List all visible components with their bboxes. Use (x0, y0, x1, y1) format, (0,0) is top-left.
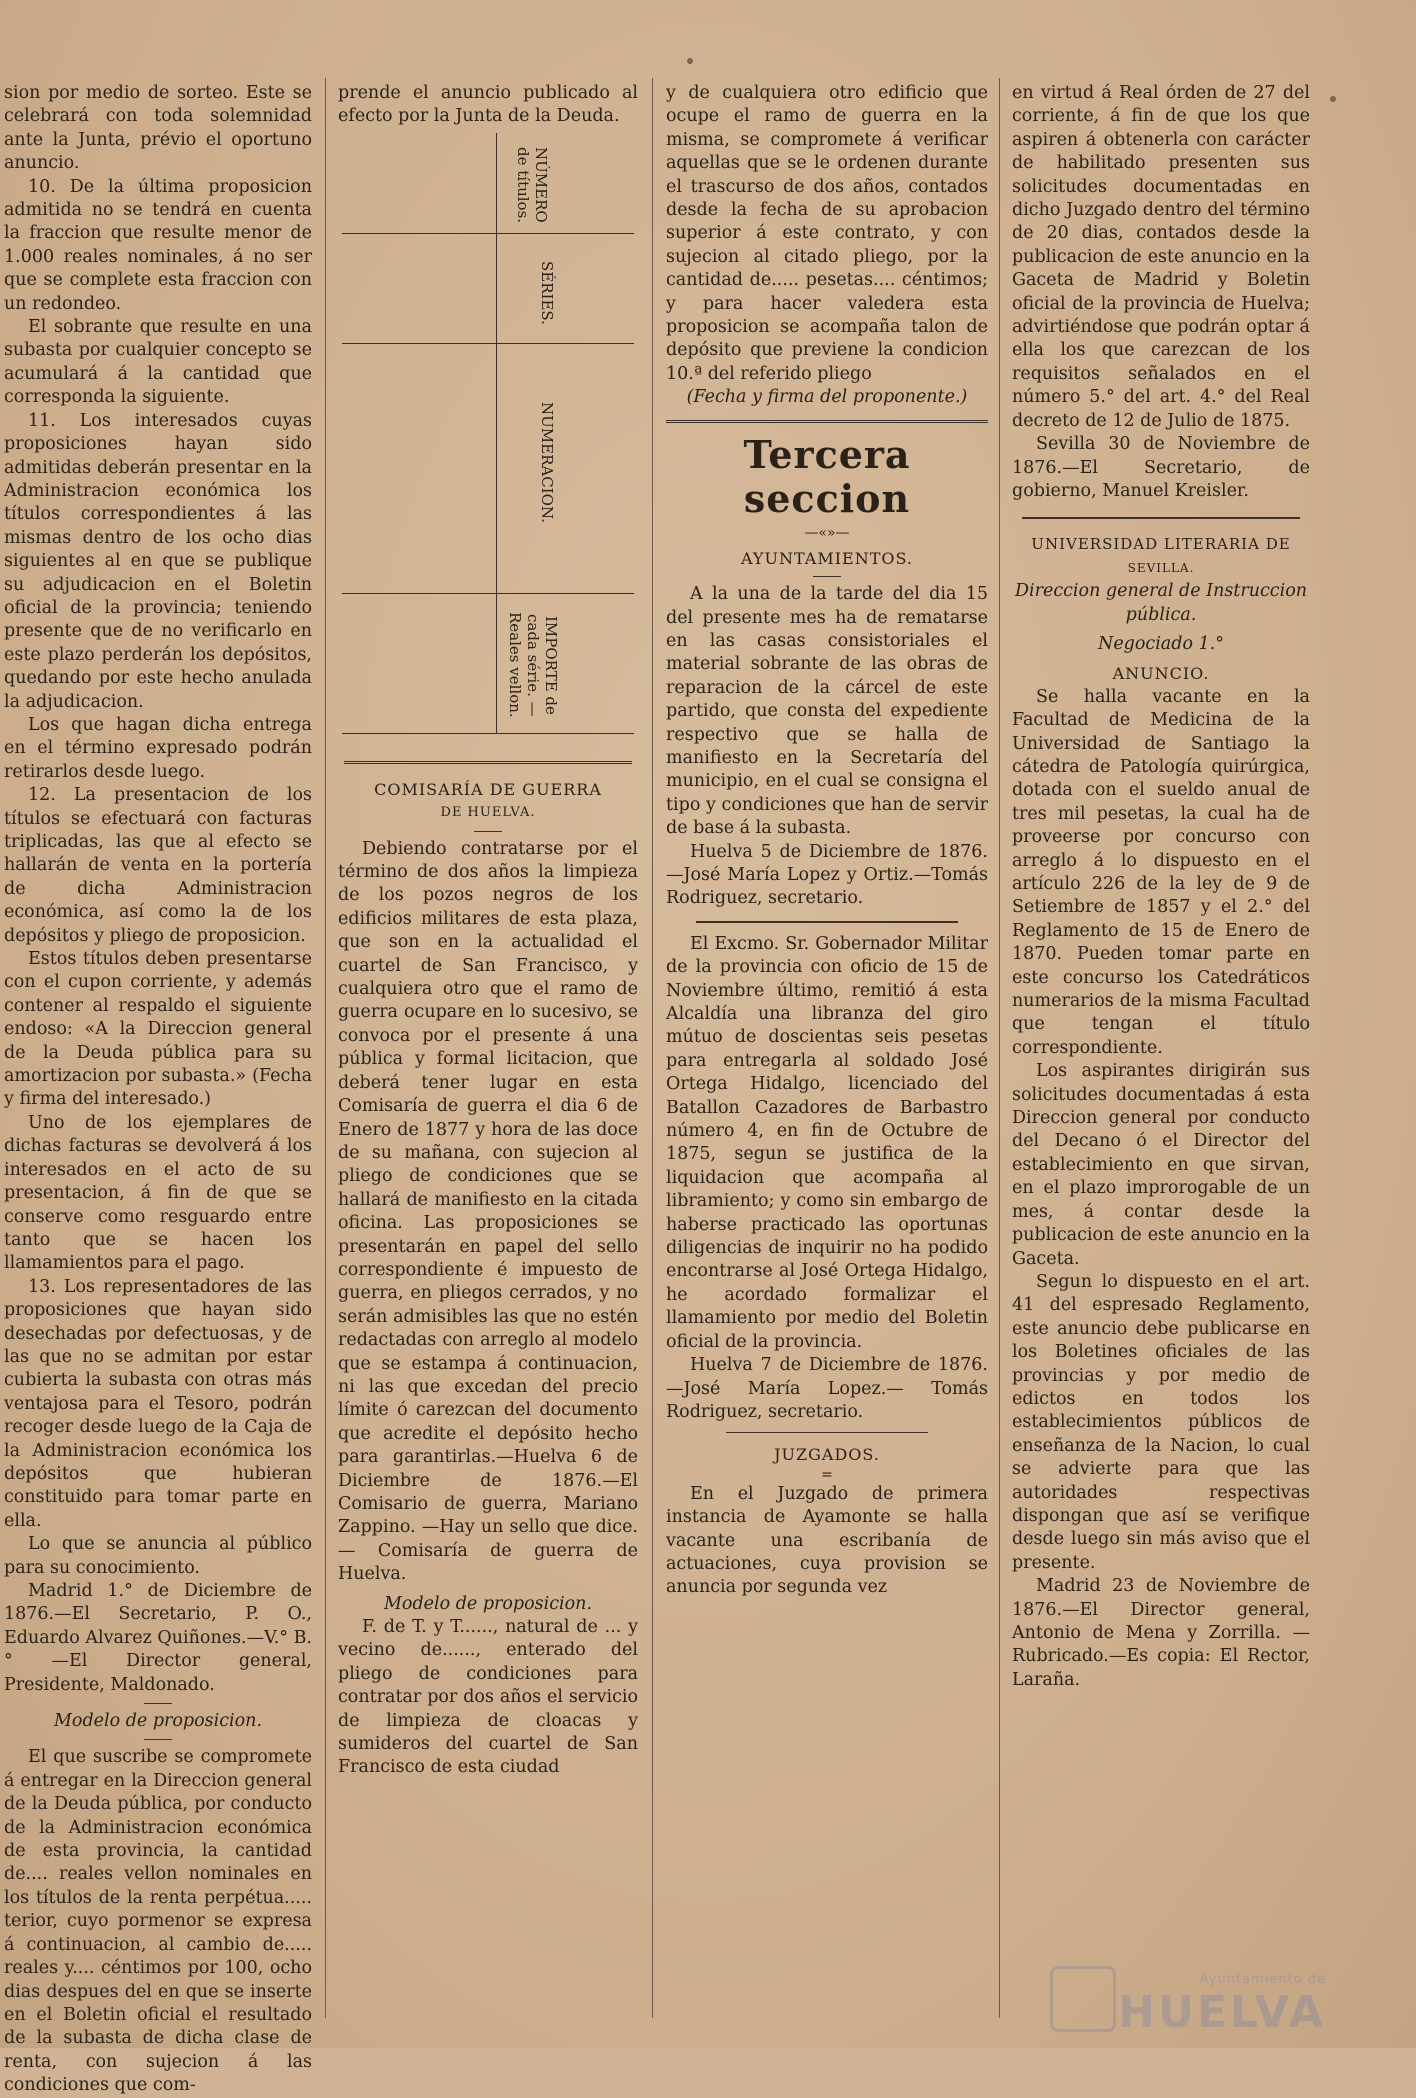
divider (474, 831, 502, 832)
ornament: = (821, 1466, 833, 1483)
column-rule (325, 78, 326, 2018)
paragraph: A la una de la tarde del dia 15 del presente mes ha de rematarse en las casas consistoriales el material sobrante de las obras de reparacion de la cárcel de este partido, que consta del expediente respectivo que se halla de manifiesto en la Secretaría del municipio, en el cual se consigna el tipo y condiciones que han de servir de base á la subasta. (666, 584, 988, 839)
institution-subheading: SEVILLA. (1127, 560, 1195, 575)
column-3 (666, 82, 988, 1600)
divider (144, 1703, 172, 1704)
table-header-numeracion: NUMERACION. (538, 402, 556, 524)
section-heading: JUZGADOS. (774, 1445, 880, 1465)
section-title: Tercera seccion (743, 431, 911, 521)
institution-heading: UNIVERSIDAD LITERARIA DE (1031, 535, 1291, 554)
paragraph: Segun lo dispuesto en el art. 41 del espresado Reglamento, este anuncio debe publicarse en los Boletines oficiales de las provincias y por medio de edictos en todos los establecimientos públicos de enseñanza de la Nacion, lo cual se advierte para que las autoridades respectivas dispongan que así se verifique desde luego sin más aviso que el presente. (1012, 1271, 1310, 1573)
signature-block: Huelva 7 de Diciembre de 1876.—José María Lopez.— Tomás Rodriguez, secretario. (666, 1355, 988, 1422)
paragraph: 10. De la última proposicion admitida no se tendrá en cuenta la fraccion que resulte menor de 1.000 reales nominales, á no ser que se complete esta fraccion con un redondeo. (4, 176, 312, 314)
paragraph: Los aspirantes dirigirán sus solicitudes documentadas á esta Direccion general por conducto del Decano ó el Director del establecimiento en que sirvan, en el plazo improrogable de un mes, á contar desde la publicacion de este anuncio en la Gaceta. (1012, 1061, 1310, 1269)
paragraph: 11. Los interesados cuyas proposiciones hayan sido admitidas deberán presentar en la Administracion económica los títulos correspondientes á las mismas dentro de los ocho dias siguientes al en que se publique su adjudicacion en el Boletin oficial de la provincia; teniendo presente que de no verificarlo en este plazo perderán los depósitos, quedando por este hecho anulada la adjudicacion. (4, 410, 312, 712)
watermark-line: Ayuntamiento de (1199, 1972, 1326, 1987)
paragraph: en virtud á Real órden de 27 del corriente, á fin de que los que aspiren á obtenerla con carácter de habilitado presenten sus solicitudes documentadas en dicho Juzgado dentro del término de 20 dias, contados desde la publicacion de este anuncio en la Gaceta de Madrid y Boletin oficial de la provincia de Huelva; advirtiéndose que podrán optar á ella los que carezcan de los requisitos señalados en el número 5.° del art. 4.° del Real decreto de 12 de Julio de 1875. (1012, 83, 1310, 431)
section-heading: AYUNTAMIENTOS. (741, 548, 913, 568)
table-row-line (342, 593, 634, 594)
paragraph: El sobrante que resulte en una subasta por cualquier concepto se acumulará á la cantidad que corresponda la siguiente. (4, 317, 312, 408)
negociado-label: Negociado 1.° (1098, 633, 1224, 654)
table-row-line (342, 733, 634, 734)
paragraph: sion por medio de sorteo. Este se celebrará con toda solemnidad ante la Junta, prévio el oportuno anuncio. (4, 83, 312, 174)
paragraph: En el Juzgado de primera instancia de Ayamonte se halla vacante una escribanía de actuaciones, cuya provision se anuncia por segunda vez (666, 1483, 988, 1598)
section-heading: COMISARÍA DE GUERRA (374, 779, 602, 799)
ornament: —«»— (804, 524, 850, 541)
column-2 (338, 82, 638, 1780)
signature-block: Madrid 1.° de Diciembre de 1876.—El Secretario, P. O., Eduardo Alvarez Quiñones.—V.° B.° —El Director general, Presidente, Maldonado. (4, 1581, 312, 1695)
signature-line: (Fecha y firma del proponente.) (686, 387, 968, 408)
divider (144, 1739, 172, 1740)
section-subheading: DE HUELVA. (440, 805, 536, 821)
divider (666, 420, 988, 423)
paragraph: Se halla vacante en la Facultad de Medicina de la Universidad de Santiago la cátedra de Patología quirúrgica, dotada con el sueldo anual de tres mil pesetas, la cual ha de proveerse por concurso con arreglo á lo dispuesto en el artículo 226 de la ley de 9 de Setiembre de 1857 y el 2.° del Reglamento de 15 de Enero de 1870. Pueden tomar parte en este concurso los Catedráticos numerarios de la misma Facultad que tengan el título correspondiente. (1012, 686, 1310, 1058)
paragraph: Lo que se anuncia al público para su conocimiento. (4, 1534, 312, 1578)
proposal-table (338, 133, 638, 753)
paragraph: 12. La presentacion de los títulos se efectuará con facturas triplicadas, las que al efecto se hallarán de venta en la portería de dicha Administracion económica, así como la de los depósitos y pliego de proposicion. (4, 785, 312, 946)
column-4 (1012, 82, 1310, 1692)
watermark-seal-icon (1050, 1966, 1116, 2032)
section-subtitle: Modelo de proposicion. (383, 1593, 593, 1614)
paragraph: Los que hagan dicha entrega en el término expresado podrán retirarlos desde luego. (4, 714, 312, 782)
paragraph: Uno de los ejemplares de dichas facturas se devolverá á los interesados en el acto de su presentacion, á fin de que se conserve como resguardo entre tanto que se hacen los llamamientos para el pago. (4, 1112, 312, 1274)
divider (726, 1432, 928, 1433)
table-column-line (496, 133, 497, 733)
paragraph: F. de T. y T......, natural de ... y vecino de......, enterado del pliego de condiciones para contratar por dos años el servicio de limpieza de cloacas y sumideros del cuartel de San Francisco de esta ciudad (338, 1617, 638, 1778)
signature-block: Madrid 23 de Noviembre de 1876.—El Director general, Antonio de Mena y Zorrilla. —Rubricado.—Es copia: El Rector, Laraña. (1012, 1576, 1310, 1690)
paragraph: y de cualquiera otro edificio que ocupe el ramo de guerra en la misma, se compromete á verificar aquellas que se le ordenen durante el trascurso de dos años, contados desde la fecha de su aprobacion superior á este contrato, y con sujecion al citado pliego, por la cantidad de..... pesetas.... céntimos; y para hacer valedera esta proposicion se acompaña talon de depósito que previene la condicion 10.ª del referido pliego (666, 83, 988, 384)
signature-block: Sevilla 30 de Noviembre de 1876.—El Secretario, de gobierno, Manuel Kreisler. (1012, 434, 1310, 501)
divider (696, 921, 958, 923)
paper-speck (1330, 96, 1336, 102)
table-header-importe: IMPORTE de cada série. — Reales vellon. (506, 612, 560, 719)
table-row-line (342, 343, 634, 344)
column-rule (652, 78, 653, 2018)
paragraph: 13. Los representadores de las proposiciones que hayan sido desechadas por defectuosas, y de las que no se admitan por estar cubierta la subasta con otras más ventajosa para el Tesoro, podrán recoger desde luego de la Caja de la Administracion económica los depósitos que hubieran constituido para tomar parte en ella. (4, 1276, 312, 1531)
paragraph: prende el anuncio publicado al efecto por la Junta de la Deuda. (338, 83, 638, 127)
column-1 (4, 82, 312, 2098)
divider (813, 576, 841, 577)
paragraph: Estos títulos deben presentarse con el cupon corriente, y además contener al respaldo el siguiente endoso: «A la Direccion general de la Deuda pública para su amortizacion por subasta.» (Fecha y firma del interesado.) (4, 949, 312, 1110)
column-rule (999, 78, 1000, 2018)
watermark (1118, 1972, 1326, 2038)
signature-block: Huelva 5 de Diciembre de 1876.—José María Lopez y Ortiz.—Tomás Rodriguez, secretario. (666, 841, 988, 909)
divider (344, 761, 632, 764)
paragraph: El Excmo. Sr. Gobernador Militar de la provincia con oficio de 15 de Noviembre último, remitió á esta Alcaldía una libranza del giro mútuo de doscientas seis pesetas para entregarla al soldado José Ortega Hidalgo, licenciado del Batallon Cazadores de Barbastro número 4, en fin de Octubre de 1875, segun se justifica de la liquidacion que acompaña al libramiento; y como sin embargo de haberse practicado las oportunas diligencias de inquirir no ha podido encontrarse al José Ortega Hidalgo, he acordado formalizar el llamamiento por medio del Boletin oficial de la provincia. (666, 933, 988, 1352)
table-header-series: SÉRIES. (538, 260, 556, 325)
table-row-line (342, 233, 634, 234)
paper-speck (687, 58, 693, 64)
department-heading: Direccion general de Instruccion pública. (1014, 581, 1308, 625)
paragraph: El que suscribe se compromete á entregar en la Direccion general de la Deuda pública, por conducto de la Administracion económica de esta provincia, la cantidad de.... reales vellon nominales en los títulos de la renta perpétua..... terior, cuyo pormenor se expresa á continuacion, al cambio de..... reales y.... céntimos por 100, ocho dias despues del en que se inserte en el Boletin oficial el resultado de la subasta de dicha clase de renta, con sujecion á las condiciones que com- (4, 1747, 312, 2096)
section-heading: ANUNCIO. (1112, 664, 1210, 684)
section-subtitle: Modelo de proposicion. (53, 1711, 263, 1732)
divider (1022, 517, 1300, 519)
watermark-line: HUELVA (1118, 1987, 1326, 2038)
paragraph: Debiendo contratarse por el término de dos años la limpieza de los pozos negros de los edificios militares de esta plaza, que son en la actualidad el cuartel de San Francisco, y cualquiera otro que el ramo de guerra ocupare en lo sucesivo, se convoca por el presente á una pública y formal licitacion, que deberá tener lugar en esta Comisaría de guerra el dia 6 de Enero de 1877 y hora de las doce de su mañana, con sujecion al pliego de condiciones que se hallará de manifiesto en la citada oficina. Las proposiciones se presentarán en papel del sello correspondiente é impuesto de guerra, en pliegos cerrados, y no serán admisibles las que no estén redactadas con arreglo al modelo que se estampa á continuacion, ni las que excedan del precio límite ó carezcan del documento que acredite el depósito hecho para garantirlas.—Huelva 6 de Diciembre de 1876.—El Comisario de guerra, Mariano Zappino. —Hay un sello que dice.— Comisaría de guerra de Huelva. (338, 838, 638, 1585)
table-header-numero: NÚMERO de títulos. (514, 146, 550, 223)
